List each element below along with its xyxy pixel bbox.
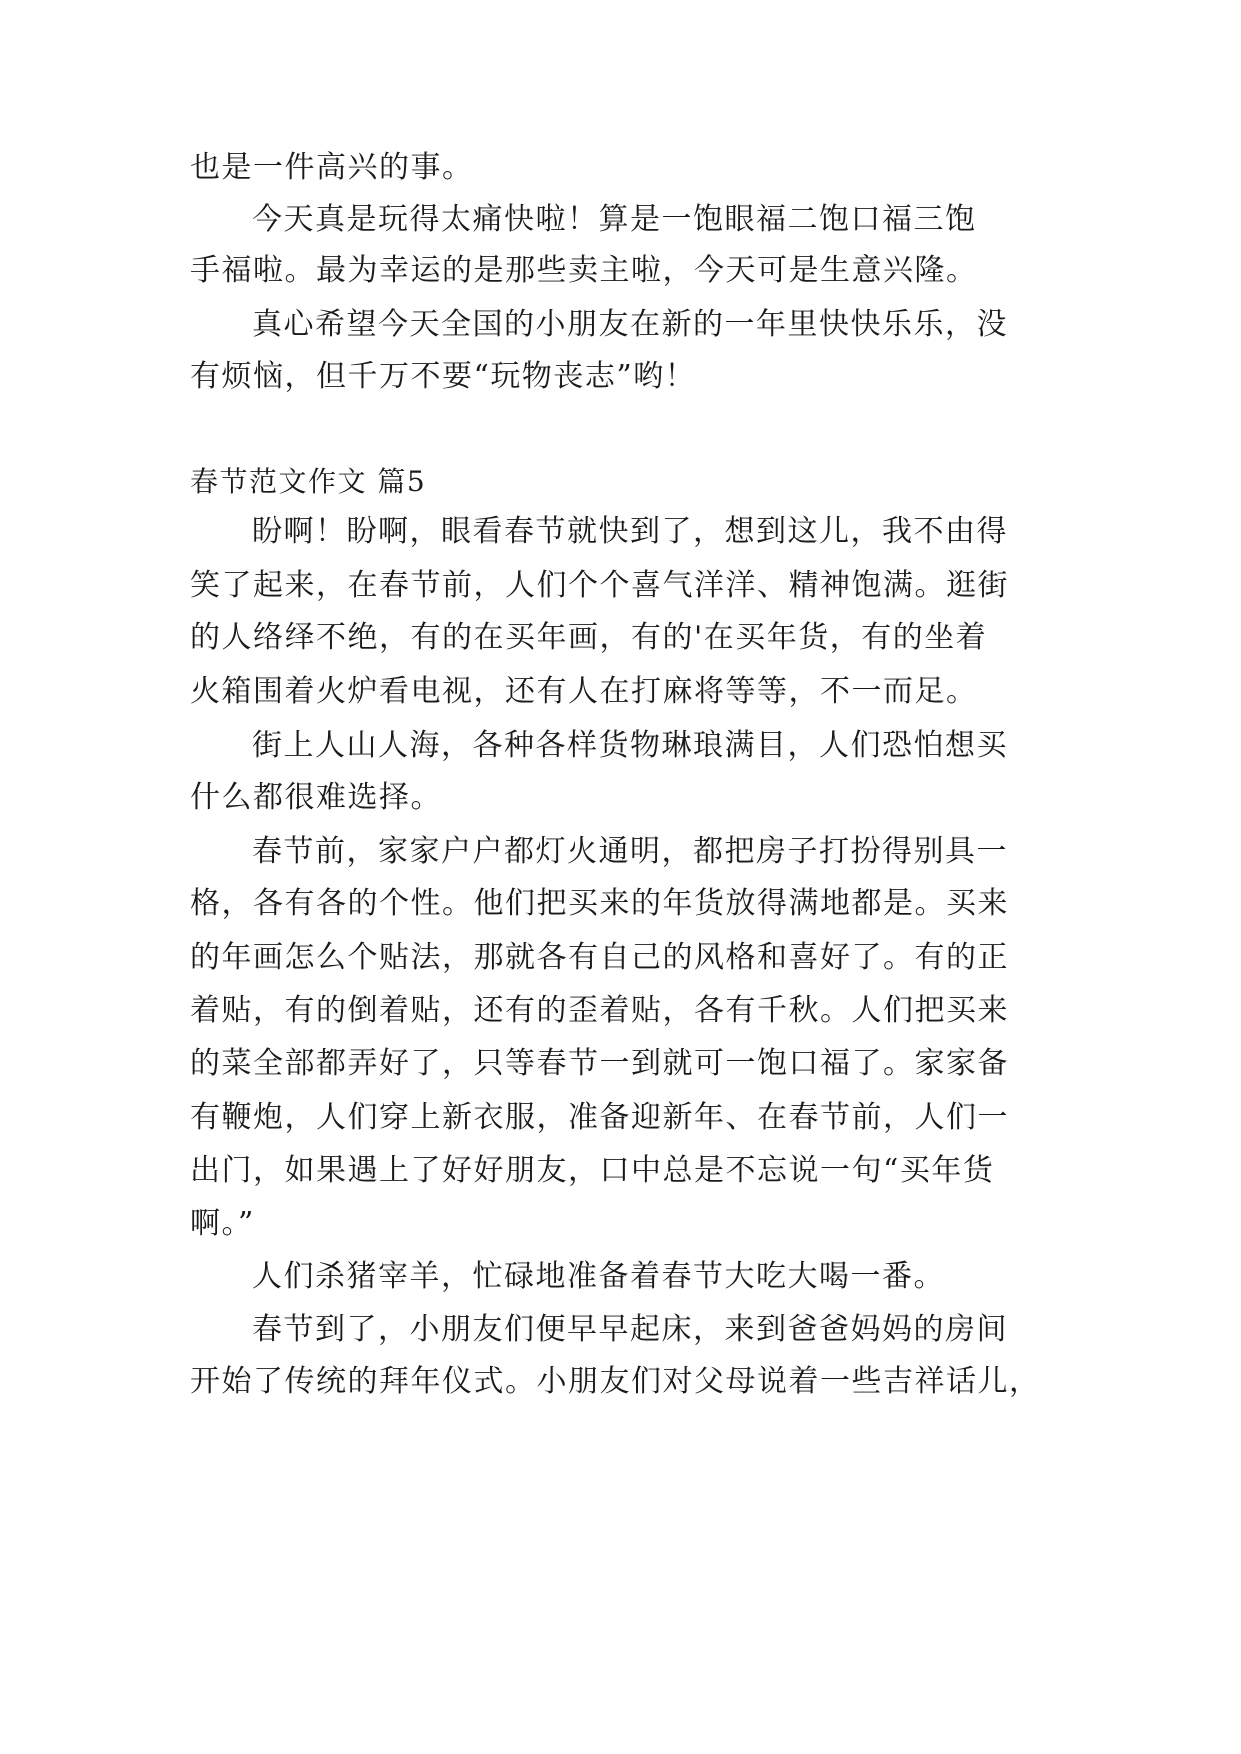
text-line: 啊。” xyxy=(190,1206,255,1241)
text-line: 的菜全部都弄好了，只等春节一到就可一饱口福了。家家备 xyxy=(190,1046,1009,1081)
text-line: 春节前，家家户户都灯火通明，都把房子打扮得别具一 xyxy=(252,834,1008,869)
text-line: 街上人山人海，各种各样货物琳琅满目，人们恐怕想买 xyxy=(252,728,1008,763)
text-line: 有烦恼，但千万不要“玩物丧志”哟！ xyxy=(190,359,697,394)
text-line: 人们杀猪宰羊，忙碌地准备着春节大吃大喝一番。 xyxy=(252,1259,945,1294)
text-line: 今天真是玩得太痛快啦！算是一饱眼福二饱口福三饱 xyxy=(252,202,977,237)
text-line: 手福啦。最为幸运的是那些卖主啦，今天可是生意兴隆。 xyxy=(190,253,978,288)
text-line: 格，各有各的个性。他们把买来的年货放得满地都是。买来 xyxy=(190,886,1009,921)
text-line: 什么都很难选择。 xyxy=(190,780,442,815)
section-heading: 春节范文作文 篇5 xyxy=(190,465,427,498)
text-line: 火箱围着火炉看电视，还有人在打麻将等等，不一而足。 xyxy=(190,674,978,709)
text-line: 也是一件高兴的事。 xyxy=(190,150,474,185)
text-line: 笑了起来，在春节前，人们个个喜气洋洋、精神饱满。逛街 xyxy=(190,568,1009,603)
text-line: 盼啊！盼啊，眼看春节就快到了，想到这儿，我不由得 xyxy=(252,514,1008,549)
text-line: 的年画怎么个贴法，那就各有自己的风格和喜好了。有的正 xyxy=(190,940,1009,975)
text-line: 开始了传统的拜年仪式。小朋友们对父母说着一些吉祥话儿， xyxy=(190,1364,1041,1399)
text-line: 有鞭炮，人们穿上新衣服，准备迎新年、在春节前，人们一 xyxy=(190,1100,1009,1135)
text-line: 春节到了，小朋友们便早早起床，来到爸爸妈妈的房间 xyxy=(252,1312,1008,1347)
text-line: 出门，如果遇上了好好朋友，口中总是不忘说一句“买年货 xyxy=(190,1153,995,1188)
text-line: 着贴，有的倒着贴，还有的歪着贴，各有千秋。人们把买来 xyxy=(190,993,1009,1028)
text-line: 的人络绎不绝，有的在买年画，有的'在买年货，有的坐着 xyxy=(190,620,988,655)
text-line: 真心希望今天全国的小朋友在新的一年里快快乐乐，没 xyxy=(252,307,1008,342)
